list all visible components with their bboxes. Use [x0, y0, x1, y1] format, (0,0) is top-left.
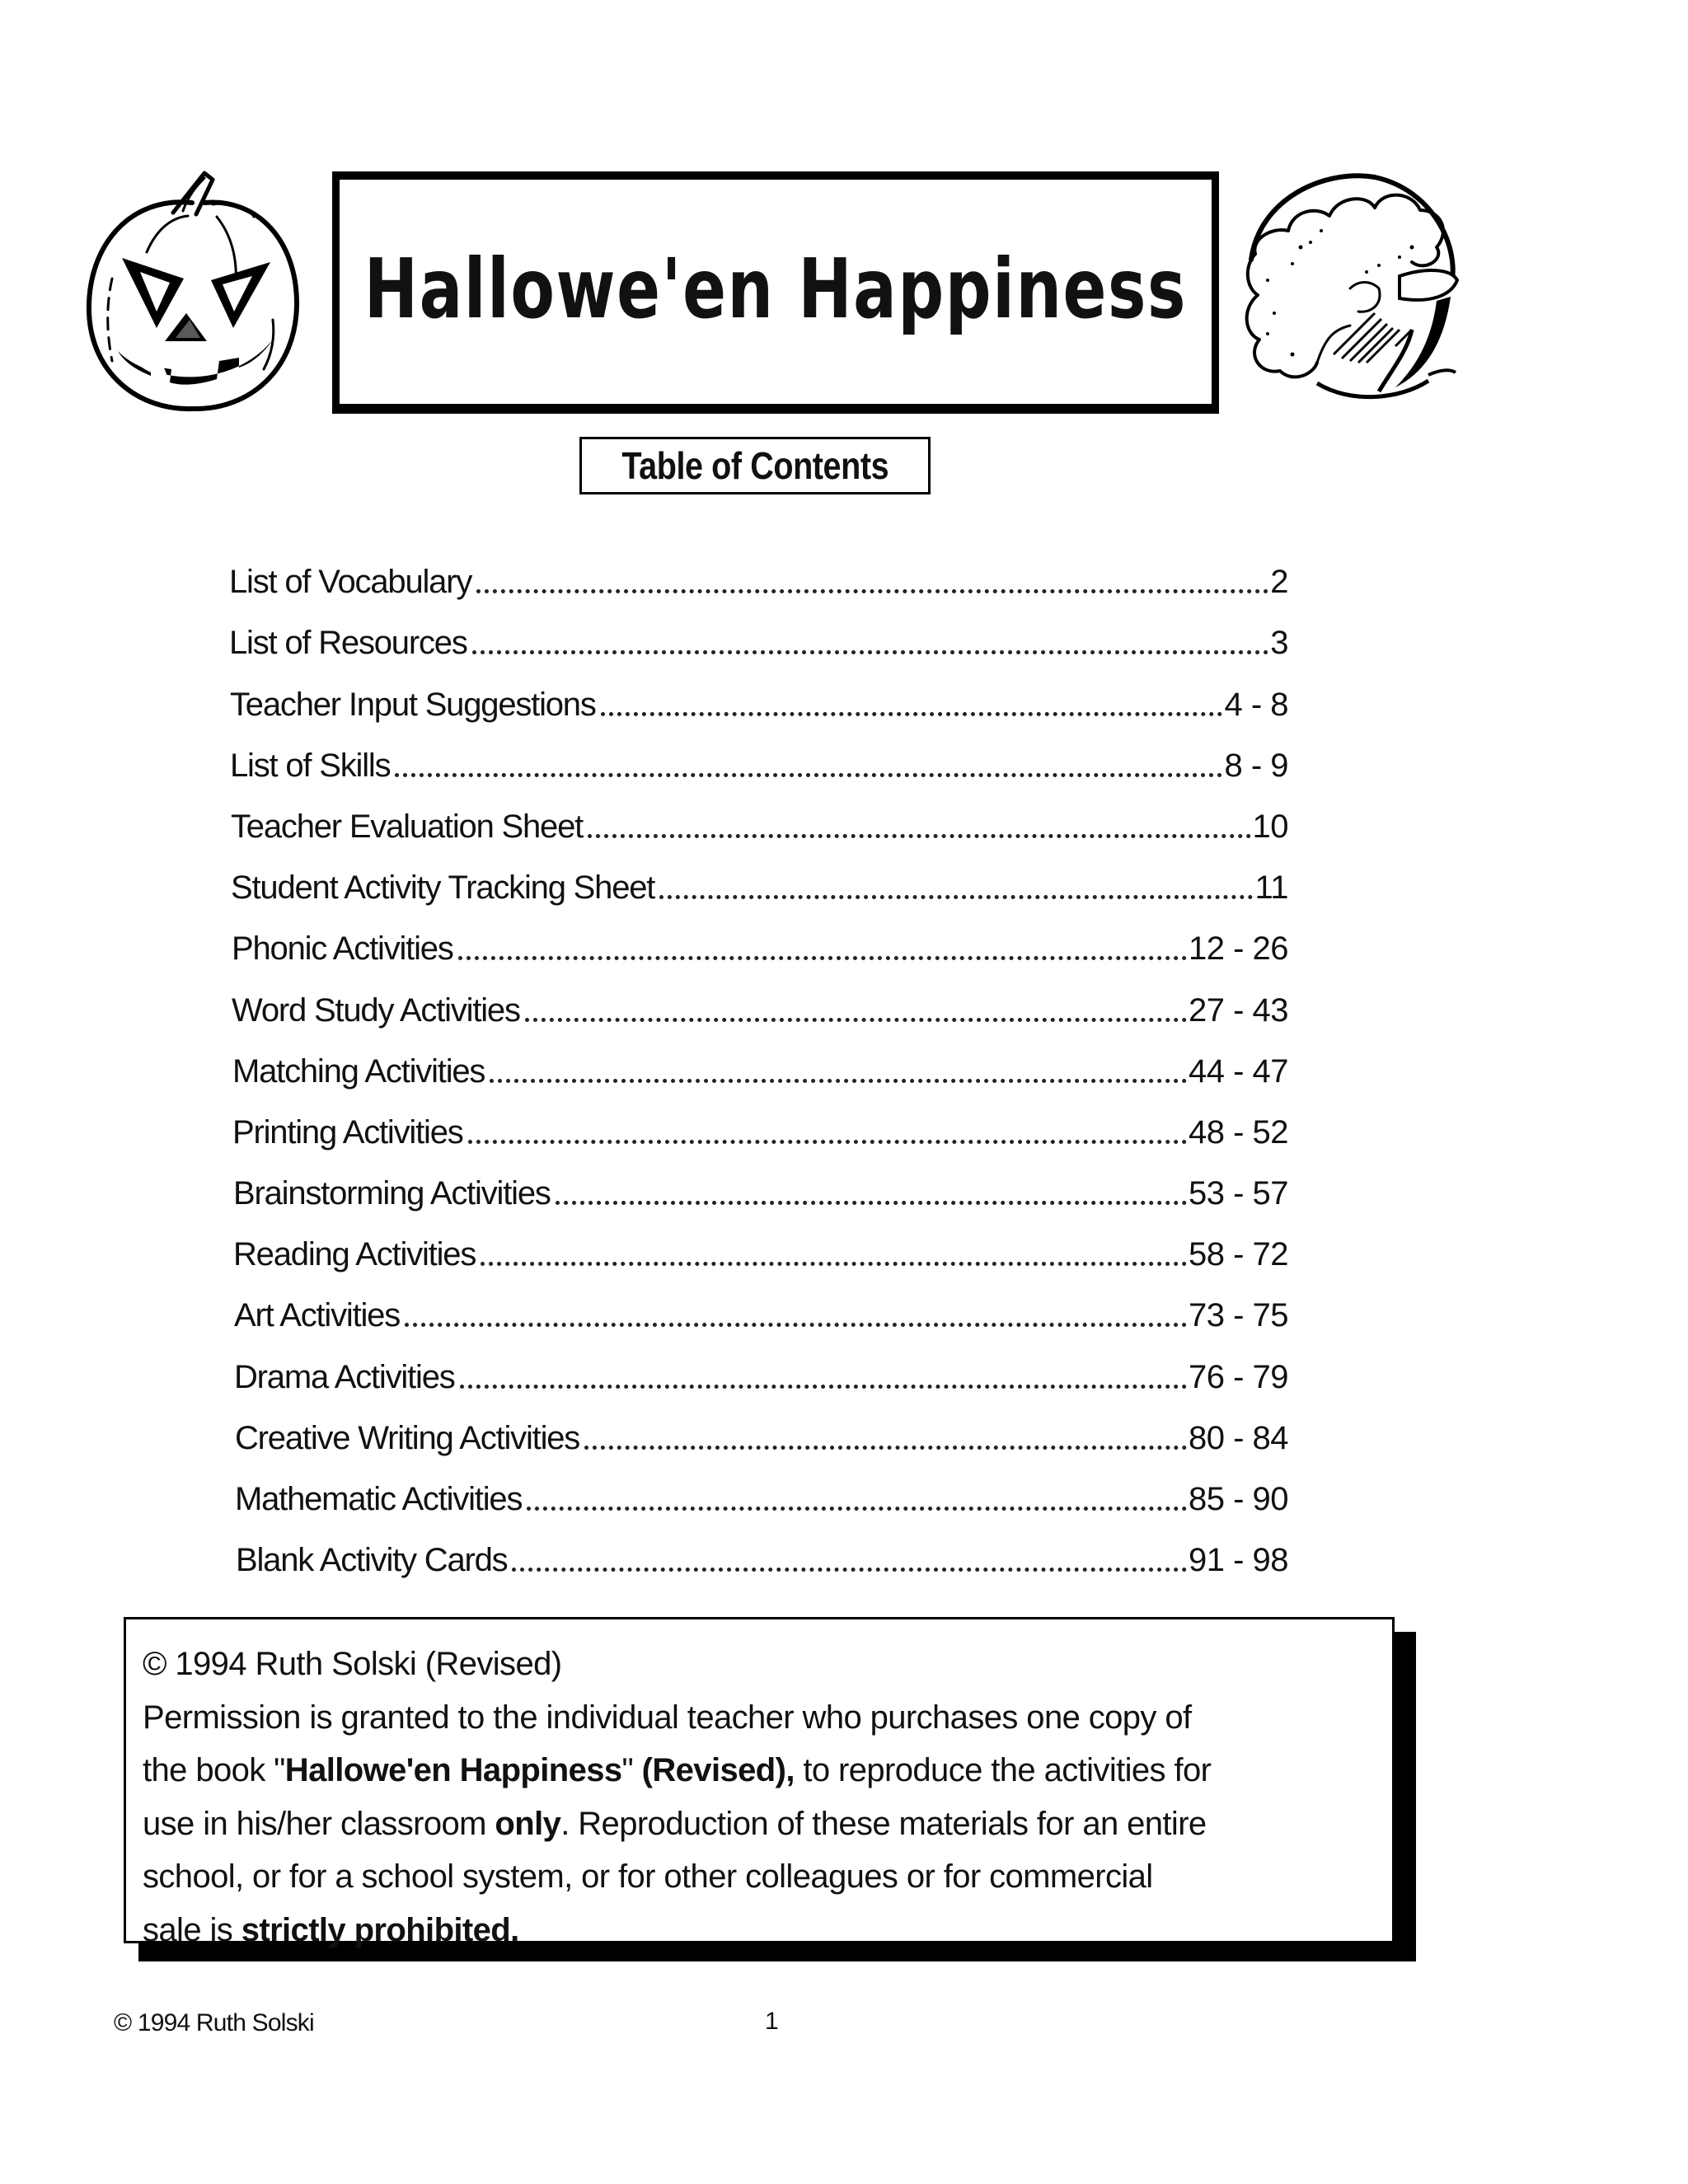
toc-entry [229, 907, 1288, 968]
toc-entry-label: List of Vocabulary [229, 564, 476, 601]
dot-leader [601, 712, 1223, 716]
toc-entry-pages: 2 [1270, 564, 1288, 601]
toc-heading: Table of Contents [621, 444, 889, 487]
toc-entry [229, 1396, 1288, 1457]
toc-entry-label: Student Activity Tracking Sheet [231, 869, 659, 907]
notice-text: to reproduce the activities for [794, 1752, 1212, 1788]
dot-leader [476, 589, 1268, 593]
dot-leader [527, 1507, 1187, 1511]
toc-entry-label: List of Skills [230, 748, 395, 785]
toc-entry [229, 1457, 1288, 1518]
dot-leader [405, 1323, 1187, 1327]
notice-text: sale is [143, 1911, 241, 1948]
toc-entry-pages: 91 - 98 [1188, 1542, 1288, 1579]
page-number: 1 [765, 2008, 779, 2035]
toc-entry [229, 540, 1288, 601]
book-title: Hallowe'en Happiness [363, 240, 1188, 337]
toc-entry-label: Phonic Activities [232, 930, 458, 968]
notice-text: . Reproduction of these materials for an entire [560, 1805, 1207, 1842]
toc-entry [229, 1090, 1288, 1151]
dot-leader [458, 956, 1187, 960]
toc-entry-label: Brainstorming Activities [233, 1175, 556, 1212]
toc-entry-label: Drama Activities [234, 1359, 460, 1396]
dot-leader [481, 1262, 1187, 1266]
toc-entry-label: Reading Activities [233, 1236, 481, 1273]
toc-entry-label: Printing Activities [232, 1114, 468, 1151]
dot-leader [556, 1201, 1187, 1205]
toc-entry-label: Teacher Input Suggestions [230, 687, 601, 724]
notice-text-line: school, or for a school system, or for other colleagues or for commercial [143, 1858, 1153, 1895]
dot-leader [584, 1446, 1187, 1450]
toc-entry-pages: 12 - 26 [1188, 930, 1288, 968]
toc-entry [229, 1518, 1288, 1579]
toc-entry-pages: 8 - 9 [1224, 747, 1288, 784]
notice-text: " [621, 1752, 642, 1788]
toc-heading-box [579, 437, 931, 494]
dot-leader [468, 1140, 1187, 1144]
toc-entry [229, 662, 1288, 723]
toc-entry-pages: 11 [1254, 869, 1288, 907]
jack-o-lantern-icon [81, 163, 303, 415]
toc-entry-label: Mathematic Activities [235, 1481, 527, 1518]
notice-emphasis-prohibited: strictly prohibited. [241, 1911, 519, 1948]
copyright-notice-box [124, 1617, 1395, 1948]
footer-copyright: © 1994 Ruth Solski [114, 2009, 314, 2036]
notice-copyright-line: © 1994 Ruth Solski (Revised) [143, 1646, 562, 1682]
toc-entry [229, 1212, 1288, 1273]
notice-text: use in his/her classroom [143, 1805, 495, 1842]
toc-entry-label: List of Resources [229, 625, 472, 662]
notice-text-line [143, 1797, 1392, 1851]
dot-leader [490, 1079, 1187, 1083]
toc-entry-pages: 76 - 79 [1188, 1358, 1288, 1395]
toc-entry [229, 1029, 1288, 1090]
table-of-contents [229, 540, 1288, 1579]
toc-entry [229, 1273, 1288, 1334]
toc-entry-pages: 27 - 43 [1188, 991, 1288, 1029]
notice-text-line: Permission is granted to the individual teacher who purchases one copy of [143, 1699, 1192, 1736]
notice-book-title: Hallowe'en Happiness [284, 1752, 622, 1788]
toc-entry-label: Blank Activity Cards [236, 1542, 512, 1579]
toc-entry-pages: 4 - 8 [1224, 686, 1288, 723]
toc-entry-label: Matching Activities [232, 1053, 490, 1090]
notice-text: the book " [143, 1752, 285, 1788]
toc-entry [229, 846, 1288, 907]
dot-leader [472, 650, 1269, 654]
dot-leader [525, 1018, 1187, 1022]
dot-leader [512, 1568, 1187, 1572]
toc-entry-pages: 58 - 72 [1188, 1236, 1288, 1273]
dot-leader [395, 773, 1222, 777]
dot-leader [659, 895, 1253, 899]
toc-entry [229, 724, 1288, 785]
toc-entry-pages: 48 - 52 [1188, 1113, 1288, 1151]
dot-leader [460, 1385, 1187, 1389]
notice-emphasis-only: only [495, 1805, 561, 1842]
notice-revised: (Revised), [641, 1752, 795, 1788]
notice-text-line [143, 1904, 1392, 1957]
toc-entry [229, 968, 1288, 1029]
notice-text-line [143, 1744, 1392, 1797]
toc-entry-pages: 53 - 57 [1188, 1175, 1288, 1212]
toc-entry [229, 601, 1288, 662]
toc-entry-label: Art Activities [234, 1297, 405, 1334]
toc-entry-pages: 44 - 47 [1188, 1052, 1288, 1090]
toc-entry-pages: 85 - 90 [1188, 1481, 1288, 1517]
dot-leader [588, 834, 1250, 838]
toc-entry [229, 785, 1288, 846]
toc-entry-pages: 73 - 75 [1188, 1297, 1288, 1334]
toc-entry-label: Word Study Activities [232, 992, 525, 1029]
toc-entry-label: Teacher Evaluation Sheet [231, 808, 588, 846]
toc-entry-pages: 3 [1270, 625, 1288, 662]
toc-entry-pages: 10 [1252, 808, 1288, 845]
cauldron-icon [1235, 165, 1465, 408]
toc-entry [229, 1151, 1288, 1212]
toc-entry [229, 1334, 1288, 1395]
title-box [332, 171, 1219, 414]
toc-entry-pages: 80 - 84 [1188, 1419, 1288, 1456]
toc-entry-label: Creative Writing Activities [235, 1420, 584, 1457]
